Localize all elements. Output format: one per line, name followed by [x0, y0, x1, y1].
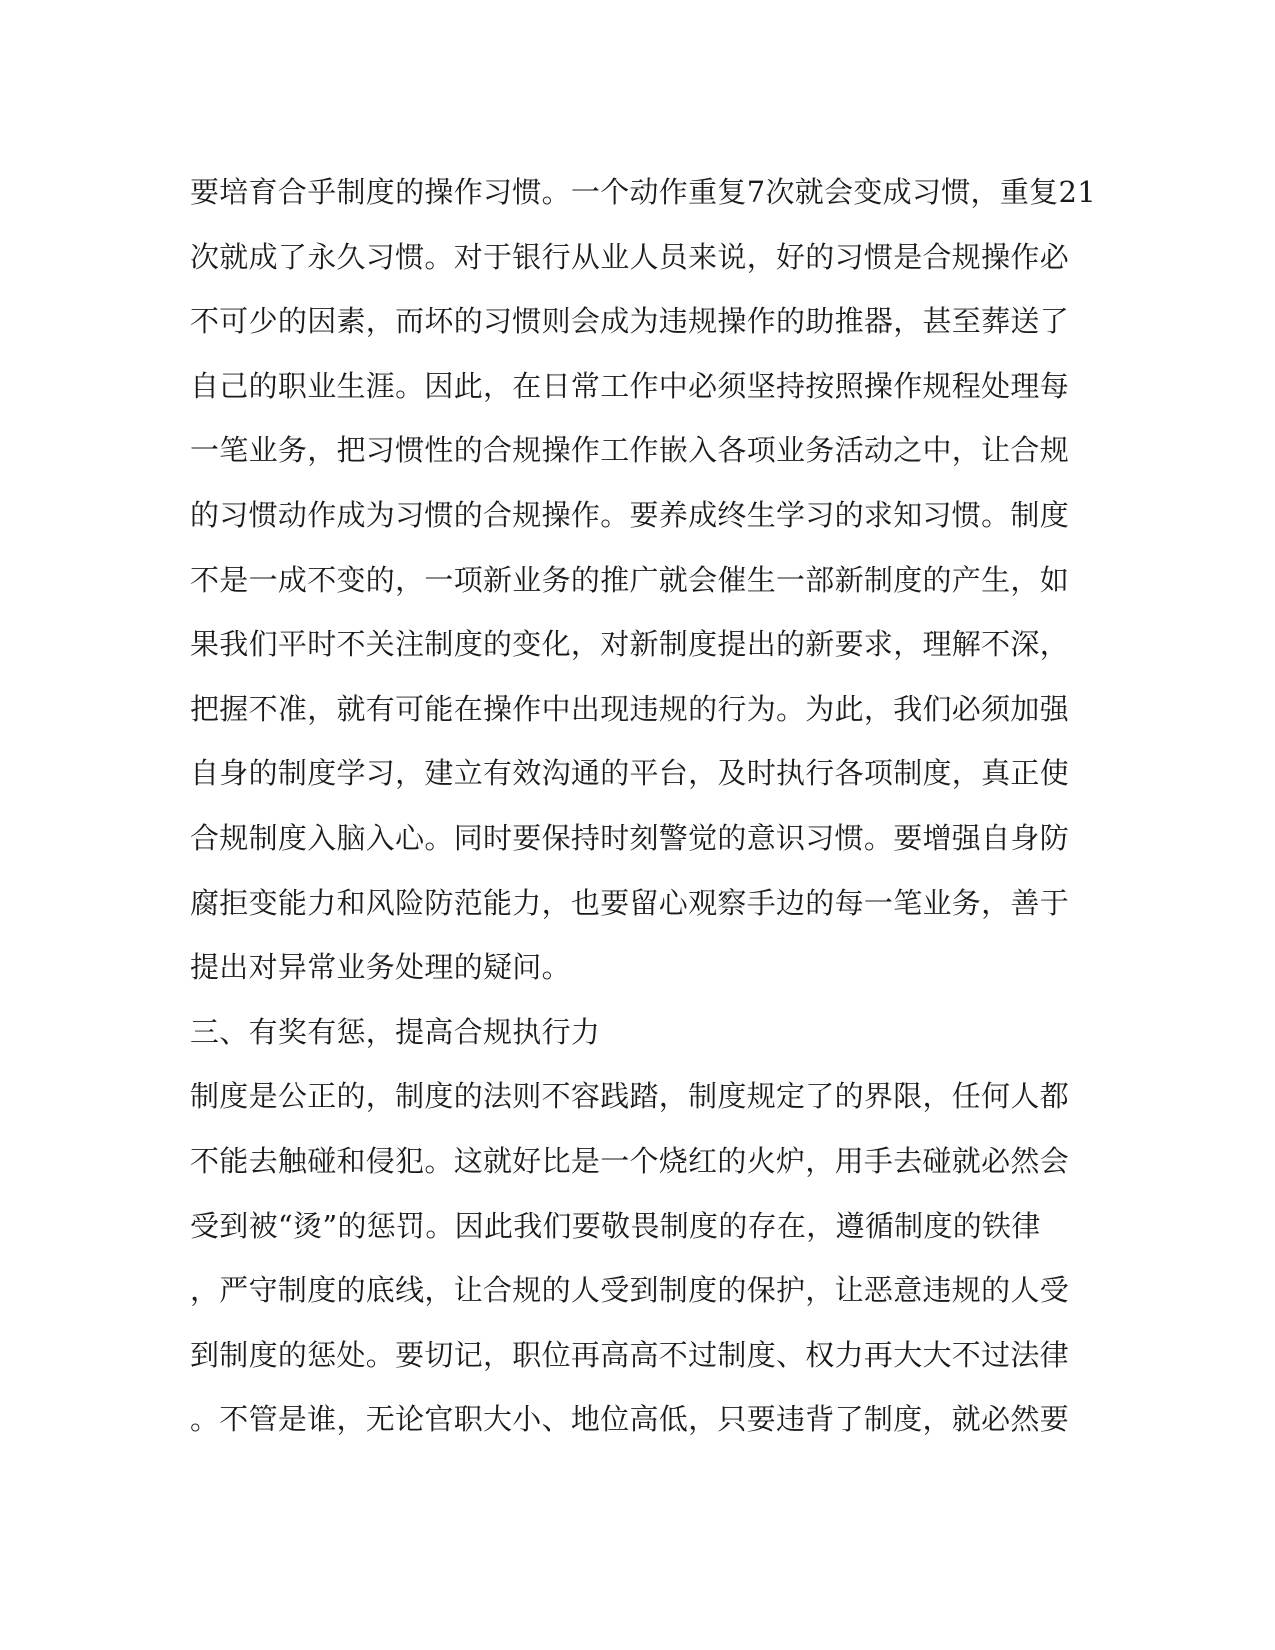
paragraph-line: 腐拒变能力和风险防范能力，也要留心观察手边的每一笔业务，善于 — [190, 885, 1070, 920]
paragraph-line: 不是一成不变的，一项新业务的推广就会催生一部新制度的产生，如 — [190, 562, 1070, 597]
paragraph-line: 受到被“烫”的惩罚。因此我们要敬畏制度的存在，遵循制度的铁律 — [190, 1208, 1041, 1243]
paragraph-line: 到制度的惩处。要切记，职位再高高不过制度、权力再大大不过法律 — [190, 1337, 1070, 1372]
paragraph-line: 要培育合乎制度的操作习惯。一个动作重复7次就会变成习惯，重复21 — [190, 175, 1096, 209]
body-text — [190, 160, 1096, 1452]
paragraph-line: 一笔业务，把习惯性的合规操作工作嵌入各项业务活动之中，让合规 — [190, 433, 1070, 468]
paragraph-line: 果我们平时不关注制度的变化，对新制度提出的新要求，理解不深， — [190, 627, 1070, 662]
section-heading: 三、有奖有惩，提高合规执行力 — [190, 1014, 601, 1049]
paragraph-line: 不可少的因素，而坏的习惯则会成为违规操作的助推器，甚至葬送了 — [190, 304, 1070, 339]
paragraph-line: ，严守制度的底线，让合规的人受到制度的保护，让恶意违规的人受 — [190, 1273, 1070, 1308]
paragraph-line: 自己的职业生涯。因此，在日常工作中必须坚持按照操作规程处理每 — [190, 368, 1070, 403]
paragraph-line: 。不管是谁，无论官职大小、地位高低，只要违背了制度，就必然要 — [190, 1402, 1070, 1437]
paragraph-line: 合规制度入脑入心。同时要保持时刻警觉的意识习惯。要增强自身防 — [190, 820, 1070, 855]
paragraph-line: 自身的制度学习，建立有效沟通的平台，及时执行各项制度，真正使 — [190, 756, 1070, 791]
paragraph-line: 的习惯动作成为习惯的合规操作。要养成终生学习的求知习惯。制度 — [190, 497, 1070, 532]
paragraph-line: 提出对异常业务处理的疑问。 — [190, 950, 571, 985]
paragraph-line: 不能去触碰和侵犯。这就好比是一个烧红的火炉，用手去碰就必然会 — [190, 1143, 1070, 1178]
paragraph-line: 次就成了永久习惯。对于银行从业人员来说，好的习惯是合规操作必 — [190, 239, 1070, 274]
paragraph-line: 制度是公正的，制度的法则不容践踏，制度规定了的界限，任何人都 — [190, 1079, 1070, 1114]
paragraph-line: 把握不准，就有可能在操作中出现违规的行为。为此，我们必须加强 — [190, 691, 1070, 726]
